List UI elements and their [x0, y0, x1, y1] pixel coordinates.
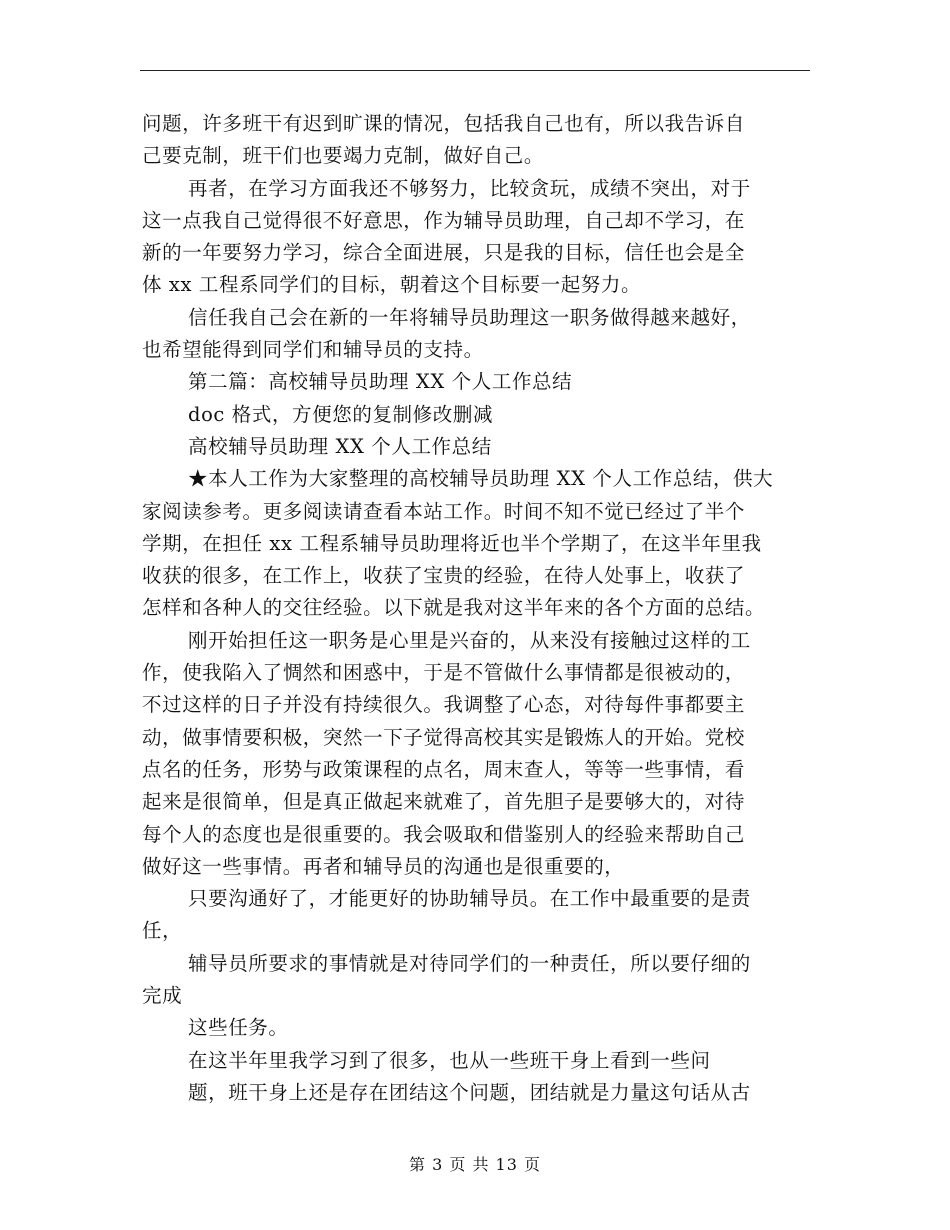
text-line: 家阅读参考。更多阅读请查看本站工作。时间不知不觉已经过了半个 — [142, 499, 746, 523]
text-line: 学期，在担任 xx 工程系辅导员助理将近也半个学期了，在这半年里我 — [142, 531, 762, 555]
page-number: 第 3 页 共 13 页 — [409, 1155, 541, 1174]
text-line: 刚开始担任这一职务是心里是兴奋的，从来没有接触过这样的工 — [188, 628, 751, 652]
text-line: 在这半年里我学习到了很多，也从一些班干身上看到一些问 — [188, 1048, 711, 1072]
text-line: 不过这样的日子并没有持续很久。我调整了心态，对待每件事都要主 — [142, 693, 746, 717]
text-line: 完成 — [142, 984, 183, 1008]
text-line: 这些任务。 — [188, 1016, 289, 1040]
text-line: 动，做事情要积极，突然一下子觉得高校其实是锻炼人的开始。党校 — [142, 725, 746, 749]
text-line: 任， — [142, 919, 183, 943]
text-line: 这一点我自己觉得很不好意思，作为辅导员助理，自己却不学习，在 — [142, 208, 746, 232]
text-line: ★本人工作为大家整理的高校辅导员助理 XX 个人工作总结，供大 — [188, 467, 774, 491]
text-line: 新的一年要努力学习，综合全面进展，只是我的目标，信任也会是全 — [142, 241, 746, 265]
section-title: 高校辅导员助理 XX 个人工作总结 — [188, 434, 492, 458]
text-line: 起来是很简单，但是真正做起来就难了，首先胆子是要够大的，对待 — [142, 790, 746, 814]
text-line: 怎样和各种人的交往经验。以下就是我对这半年来的各个方面的总结。 — [142, 596, 766, 620]
text-line: 只要沟通好了，才能更好的协助辅导员。在工作中最重要的是责 — [188, 887, 751, 911]
text-line: 辅导员所要求的事情就是对待同学们的一种责任，所以要仔细的 — [188, 951, 751, 975]
text-line: 信任我自己会在新的一年将辅导员助理这一职务做得越来越好， — [188, 305, 751, 329]
text-line: 己要克制，班干们也要竭力克制，做好自己。 — [142, 144, 545, 168]
text-line: 也希望能得到同学们和辅导员的支持。 — [142, 338, 484, 362]
text-line: 再者，在学习方面我还不够努力，比较贪玩，成绩不突出，对于 — [188, 176, 751, 200]
text-line: 作，使我陷入了惆然和困惑中，于是不管做什么事情都是很被动的， — [142, 661, 746, 685]
text-line: 题，班干身上还是存在团结这个问题，团结就是力量这句话从古 — [188, 1080, 751, 1104]
text-line: 点名的任务，形势与政策课程的点名，周末查人，等等一些事情，看 — [142, 757, 746, 781]
section-heading: 第二篇：高校辅导员助理 XX 个人工作总结 — [188, 370, 573, 394]
text-line: 每个人的态度也是很重要的。我会吸取和借鉴别人的经验来帮助自己 — [142, 822, 746, 846]
text-line: 问题，许多班干有迟到旷课的情况，包括我自己也有，所以我告诉自 — [142, 112, 746, 135]
text-line: 收获的很多，在工作上，收获了宝贵的经验，在待人处事上，收获了 — [142, 564, 746, 588]
header-rule — [140, 70, 810, 71]
document-body — [142, 108, 814, 1109]
text-line: 体 xx 工程系同学们的目标，朝着这个目标要一起努力。 — [142, 273, 642, 297]
text-line: doc 格式，方便您的复制修改删减 — [188, 402, 494, 426]
text-line: 做好这一些事情。再者和辅导员的沟通也是很重要的， — [142, 854, 625, 878]
